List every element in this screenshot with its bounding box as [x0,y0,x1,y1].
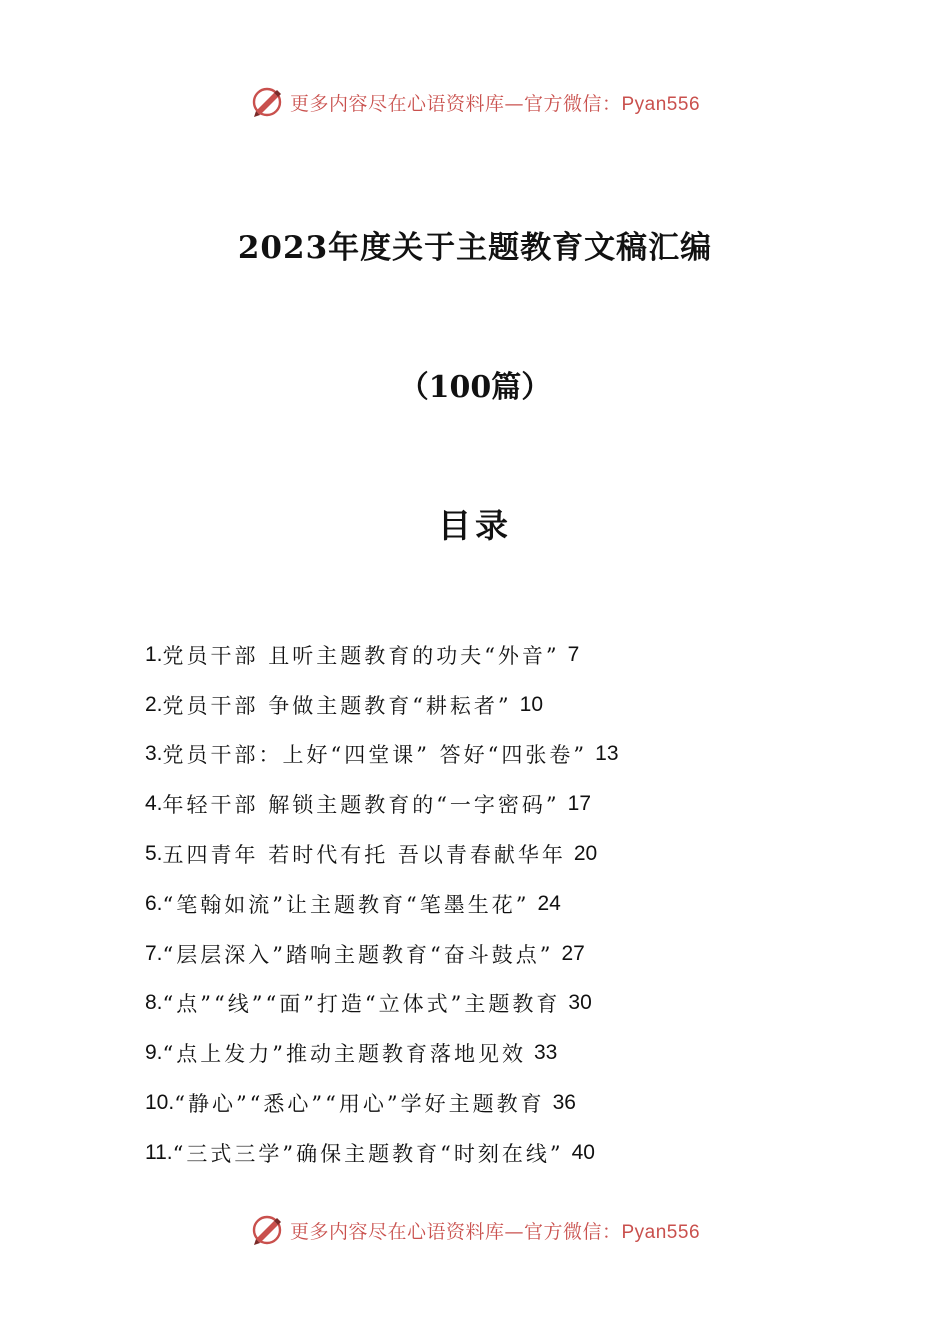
toc-item-title: “静心”“悉心”“用心”学好主题教育 [174,1092,545,1117]
toc-item-page: 17 [567,792,592,816]
toc-item[interactable] [145,979,865,1029]
pen-logo-icon [250,1213,284,1247]
toc-item-number: 7. [145,941,163,965]
toc-item[interactable] [145,929,865,979]
toc-item-title: “三式三学”确保主题教育“时刻在线” [172,1141,564,1166]
toc-item-number: 6. [145,891,163,915]
toc-item-title: 党员干部 且听主题教育的功夫“外音” [162,643,560,668]
toc-item-page: 10 [519,692,544,716]
toc-item[interactable] [145,630,865,680]
toc-item[interactable] [145,730,865,780]
toc-item-title: 年轻干部 解锁主题教育的“一字密码” [162,793,560,818]
toc-item-number: 4. [145,792,163,816]
toc-item-number: 2. [145,692,163,716]
document-subtitle: （100篇） [398,370,552,405]
toc-item-page: 30 [568,991,592,1015]
toc-item-title: 党员干部：上好“四堂课” 答好“四张卷” [162,743,588,768]
toc-item-number: 5. [145,842,163,866]
footer-watermark [0,1210,950,1250]
toc-item-page: 7 [567,642,580,666]
watermark-wechat-id: Pyan556 [621,93,701,115]
toc-item-title: 五四青年 若时代有托 吾以青春献华年 [162,843,566,868]
toc-item-title: “点上发力”推动主题教育落地见效 [162,1042,526,1067]
table-of-contents [145,630,865,1178]
toc-item-page: 13 [595,742,619,766]
header-watermark [0,82,950,122]
toc-item-page: 40 [571,1140,595,1164]
toc-item[interactable] [145,779,865,829]
toc-item-title: “层层深入”踏响主题教育“奋斗鼓点” [162,942,554,967]
watermark-text: 更多内容尽在心语资料库—官方微信：Pyan556 [289,1220,701,1243]
toc-item-number: 1. [145,642,163,666]
toc-item-number: 3. [145,742,163,766]
toc-item-number: 10. [145,1091,175,1115]
toc-item-title: 党员干部 争做主题教育“耕耘者” [162,693,512,718]
toc-item[interactable] [145,879,865,929]
toc-item-number: 8. [145,991,163,1015]
pen-logo-icon [250,85,284,119]
toc-item-page: 33 [534,1041,558,1065]
watermark-text: 更多内容尽在心语资料库—官方微信：Pyan556 [289,92,701,115]
toc-item[interactable] [145,1028,865,1078]
toc-heading: 目录 [438,506,512,545]
toc-item-page: 20 [573,842,598,866]
toc-item-number: 9. [145,1041,163,1065]
toc-item[interactable] [145,680,865,730]
toc-item-title: “笔翰如流”让主题教育“笔墨生花” [162,892,530,917]
toc-item-number: 11. [145,1140,173,1164]
toc-item[interactable] [145,829,865,879]
document-title: 2023年度关于主题教育文稿汇编 [237,230,713,266]
toc-item-title: “点”“线”“面”打造“立体式”主题教育 [162,992,561,1017]
toc-item-page: 27 [561,941,585,965]
toc-item[interactable] [145,1128,865,1178]
toc-item-page: 24 [537,891,561,915]
toc-item-page: 36 [552,1091,576,1115]
watermark-wechat-id: Pyan556 [621,1221,701,1243]
toc-item[interactable] [145,1078,865,1128]
